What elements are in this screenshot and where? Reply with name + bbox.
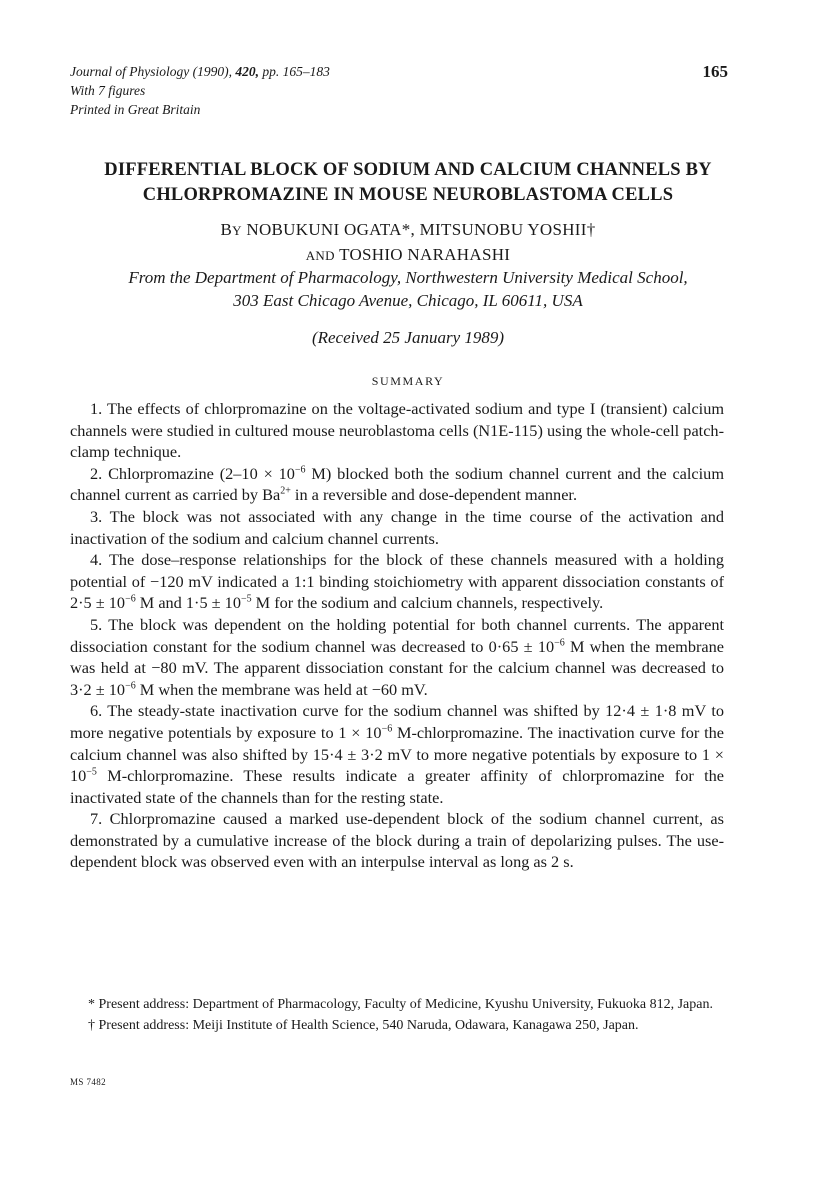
p5-text-b: M when the membrane was held at −80 mV. The apparent dissociation constant for the calcium channel was decreased to 3·2 ± 10 [70, 636, 724, 699]
summary-paragraph-2 [70, 463, 724, 506]
p5-exponent-1: −6 [554, 637, 565, 649]
and-rest: ND [315, 248, 335, 263]
summary-paragraph-3: 3. The block was not associated with any change in the time course of the activation and inactivation of the sodium and calcium channel currents. [70, 506, 724, 548]
by-initial: B [220, 220, 233, 239]
manuscript-number: MS 7482 [70, 1077, 107, 1087]
received-date: (Received 25 January 1989) [311, 328, 505, 347]
and-initial: A [305, 248, 316, 263]
title-line-2: CHLORPROMAZINE IN MOUSE NEUROBLASTOMA CELLS [142, 185, 674, 205]
footnotes [70, 996, 724, 1037]
by-rest: Y [232, 223, 242, 238]
p2-text-b: M) blocked both the sodium channel current and the calcium channel current as carried by Ba [70, 463, 724, 505]
figure-count: With 7 figures [70, 83, 146, 98]
footnote-2: † Present address: Meiji Institute of Health Science, 540 Naruda, Odawara, Kanagawa 250, Japan. [88, 1017, 639, 1033]
summary-body [70, 398, 724, 873]
p2-text-c: in a reversible and dose-dependent manner. [290, 485, 578, 505]
p4-text-c: M for the sodium and calcium channels, respectively. [251, 593, 604, 613]
article-title [70, 158, 746, 208]
p2-exponent-1: −6 [294, 464, 306, 476]
p4-exponent-1: −6 [125, 593, 136, 605]
p6-text-a: 6. The steady-state inactivation curve for the sodium channel was shifted by 12·4 ± 1·8 mV to more negative potentials by exposure to 1 × 10 [70, 701, 724, 742]
p6-text-b: M-chlorpromazine. The inactivation curve for the calcium channel was also shifted by 15·4 ± 3·2 mV to more negative potentials by exposure to 1 × 10 [70, 722, 724, 786]
summary-paragraph-6 [70, 700, 724, 808]
affiliation [70, 266, 746, 312]
summary-paragraph-1: 1. The effects of chlorpromazine on the voltage-activated sodium and type I (transient) calcium channels were studied in cultured mouse neuroblastoma cells (N1E-115) using the whole-cell patch-clamp technique. [70, 399, 724, 462]
summary-paragraph-4 [70, 549, 724, 614]
footnote-1: * Present address: Department of Pharmacology, Faculty of Medicine, Kyushu University, Fukuoka 812, Japan. [88, 997, 713, 1012]
p6-exponent-2: −5 [86, 766, 97, 778]
author-names-2: TOSHIO NARAHASHI [339, 245, 511, 264]
author-list [70, 218, 746, 268]
author-line-2 [70, 243, 746, 268]
summary-paragraph-7: 7. Chlorpromazine caused a marked use-dependent block of the sodium channel current, as demonstrated by a cumulative increase of the block during a train of depolarizing pulses. The use-dependent block was observed even with an interpulse interval as long as 2 s. [70, 809, 724, 872]
journal-year: (1990), [192, 64, 232, 79]
page-number: 165 [702, 62, 728, 81]
journal-name: Journal of Physiology [70, 64, 190, 79]
p5-exponent-2: −6 [125, 680, 136, 692]
p2-text-a: 2. Chlorpromazine (2–10 × 10 [90, 463, 295, 483]
p2-exponent-2: 2+ [280, 485, 291, 497]
p4-exponent-2: −5 [240, 593, 252, 605]
journal-volume: 420, [235, 64, 259, 79]
summary-paragraph-5 [70, 614, 724, 700]
journal-line [70, 62, 570, 81]
journal-citation [70, 62, 570, 119]
p4-text-a: 4. The dose–response relationships for the block of these channels measured with a holding potential of −120 mV indicated a 1:1 binding stoichiometry with apparent dissociation constants of 2·5 ± 10 [70, 550, 724, 613]
printed-location: Printed in Great Britain [70, 102, 201, 117]
summary-heading: SUMMARY [371, 374, 445, 388]
p6-text-c: M-chlorpromazine. These results indicate a greater affinity of chlorpromazine for the inactivated state of the channels than for the resting state. [70, 766, 724, 807]
p5-text-a: 5. The block was dependent on the holding potential for both channel currents. The apparent dissociation constant for the sodium channel was decreased to 0·65 ± 10 [70, 614, 724, 656]
title-line-1: DIFFERENTIAL BLOCK OF SODIUM AND CALCIUM CHANNELS BY [104, 160, 712, 180]
affiliation-line-2: 303 East Chicago Avenue, Chicago, IL 60611, USA [233, 291, 583, 310]
author-names-1: NOBUKUNI OGATA*, MITSUNOBU YOSHII† [246, 220, 596, 239]
p5-text-c: M when the membrane was held at −60 mV. [135, 679, 428, 699]
author-line-1 [70, 218, 746, 243]
affiliation-line-1: From the Department of Pharmacology, Northwestern University Medical School, [128, 268, 688, 287]
p4-text-b: M and 1·5 ± 10 [135, 593, 241, 613]
journal-pages: pp. 165–183 [262, 64, 330, 79]
p6-exponent-1: −6 [381, 723, 393, 735]
